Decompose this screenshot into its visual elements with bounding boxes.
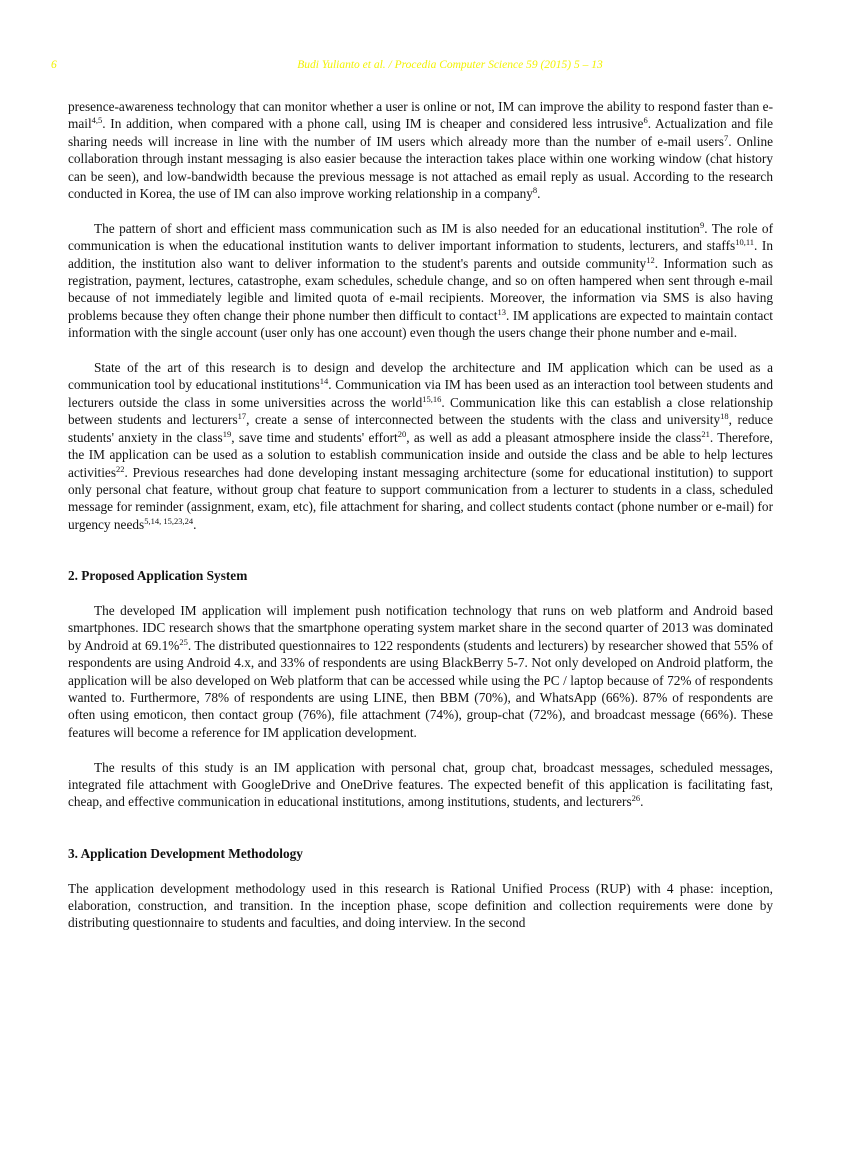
journal-reference: Budi Yulianto et al. / Procedia Computer Science 59 (2015) 5 – 13 [297, 59, 603, 71]
text-run: . [537, 186, 541, 202]
citation-superscript: 20 [397, 428, 407, 439]
citation-superscript: 6 [643, 115, 648, 126]
citation-superscript: 12 [646, 254, 655, 265]
section-heading-3: 3. Application Development Methodology [68, 845, 303, 861]
citation-superscript: 21 [701, 428, 710, 439]
text-run: . [193, 516, 197, 532]
running-header [0, 57, 846, 75]
spacer [68, 533, 773, 567]
text-run: The application development methodology used in this research is Rational Unified Process (RUP) with 4 phase: inception, elaboration, construction, and transition. In the inception phase, scope definition and collection requirements were done by distributing questionnaire to students and faculties, and doing interview. In the second [68, 880, 773, 931]
paragraph [68, 220, 773, 342]
spacer [68, 811, 773, 845]
text-run: . Communication via IM has been used as an interaction tool between students and lecturers outside the class in some universities across the world [68, 377, 774, 410]
text-run: The pattern of short and efficient mass communication such as IM is also needed for an educational institution [94, 220, 700, 236]
page-number: 6 [51, 59, 57, 71]
body-content [68, 98, 773, 932]
spacer [68, 862, 773, 879]
paragraph [68, 759, 773, 811]
text-run: . The distributed questionnaires to 122 respondents (students and lecturers) by researcher showed that 55% of respondents are using Android 4.x, and 33% of respondents are using BlackBerry 5-7. Not only developed on Android platform, the application will be also developed on Web platform that can be accessed while using the PC / laptop because of 72% of respondents wanted to. Furthermore, 78% of respondents are using LINE, then BBM (70%), and WhatsApp (66%). 87% of respondents are often using emoticon, then contact group (76%), file attachment (74%), group-chat (72%), and broadcast message (66%). These features will become a reference for IM application development. [68, 637, 773, 740]
paragraph [68, 602, 773, 741]
text-run: presence-awareness technology that can monitor whether a user is online or not, IM can improve the ability to respond faster than e-mail [68, 99, 773, 132]
text-run: . In addition, the institution also want to deliver information to the student's parents and outside community [68, 238, 773, 271]
citation-superscript: 18 [720, 411, 729, 422]
citation-superscript: 4,5 [91, 115, 103, 126]
text-run: , create a sense of interconnected between the students with the class and university [246, 412, 721, 428]
citation-superscript: 8 [532, 185, 538, 196]
spacer [68, 342, 773, 359]
paragraph [68, 98, 773, 202]
citation-superscript: 26 [631, 793, 641, 804]
text-run: , save time and students' effort [231, 429, 398, 445]
citation-superscript: 10,11 [735, 237, 755, 248]
citation-superscript: 13 [497, 306, 506, 317]
text-run: . The role of communication is when the educational institution wants to deliver important information to students, lecturers, and staffs [68, 220, 773, 254]
text-run: . Information such as registration, payment, lectures, catastrophe, exam schedules, schedule change, and so on often hampered when sent through e-mail because of not immediately legible and limited quota of e-mail recipients. Moreover, the information via SMS is also having problems because they often change their phone number then difficult to contact [68, 255, 773, 323]
text-run: State of the art of this research is to design and develop the architecture and IM application which can be used as a communication tool by educational institutions [68, 360, 773, 393]
citation-superscript: 14 [319, 376, 329, 387]
citation-superscript: 25 [179, 636, 188, 647]
text-run: . In addition, when compared with a phone call, using IM is cheaper and considered less intrusive [102, 116, 644, 132]
citation-superscript: 9 [699, 219, 705, 230]
text-run: . Previous researches had done developing instant messaging architecture (some for educational institution) to support only personal chat feature, without group chat feature to support communication from a lecturer to students in a class, scheduled message for reminder (assignment, exam, etc), file attachment for sharing, and collect students contact (phone number or e-mail) for urgency needs [68, 464, 773, 532]
text-run: , as well as add a pleasant atmosphere inside the class [406, 429, 702, 445]
text-run: , reduce students' anxiety in the class [68, 412, 773, 445]
citation-superscript: 5,14, 15,23,24 [144, 515, 194, 526]
citation-superscript: 7 [723, 132, 729, 143]
text-run: . Actualization and file sharing needs will increase in line with the number of IM users which already more than the number of e-mail users [68, 116, 774, 149]
text-run: The developed IM application will implement push notification technology that runs on web platform and Android based smartphones. IDC research shows that the smartphone operating system market share in the second quarter of 2013 was dominated by Android at 69.1% [68, 602, 773, 653]
text-run: . Communication like this can establish a close relationship between students and lecturers [68, 394, 773, 428]
citation-superscript: 15,16 [422, 393, 442, 404]
spacer [68, 585, 773, 602]
citation-superscript: 22 [116, 463, 125, 474]
spacer [68, 741, 773, 758]
text-run: . [640, 794, 644, 810]
text-run: The results of this study is an IM application with personal chat, group chat, broadcast messages, scheduled messages, integrated file attachment with GoogleDrive and OneDrive features. The expected benefit of this application is facilitating fast, cheap, and effective communication in educational institutions, among institutions, students, and lecturers [68, 759, 773, 810]
citation-superscript: 19 [222, 428, 232, 439]
text-run: . IM applications are expected to maintain contact information with the single account (user only has one account) even though the users change their phone number and e-mail. [68, 307, 773, 341]
section-heading-2: 2. Proposed Application System [68, 568, 248, 584]
spacer [68, 202, 773, 219]
paragraph [68, 359, 773, 533]
paragraph [68, 880, 773, 932]
text-run: . Online collaboration through instant messaging is also easier because the interaction takes place within one working window (chat history can be seen), and low-bandwidth because the previous message is not attached as email reply as usual. According to the research conducted in Korea, the use of IM can also improve working relationship in a company [68, 133, 773, 202]
text-run: . Therefore, the IM application can be used as a solution to establish communication inside and outside the class and be able to help lectures activities [68, 429, 773, 480]
citation-superscript: 17 [237, 411, 247, 422]
